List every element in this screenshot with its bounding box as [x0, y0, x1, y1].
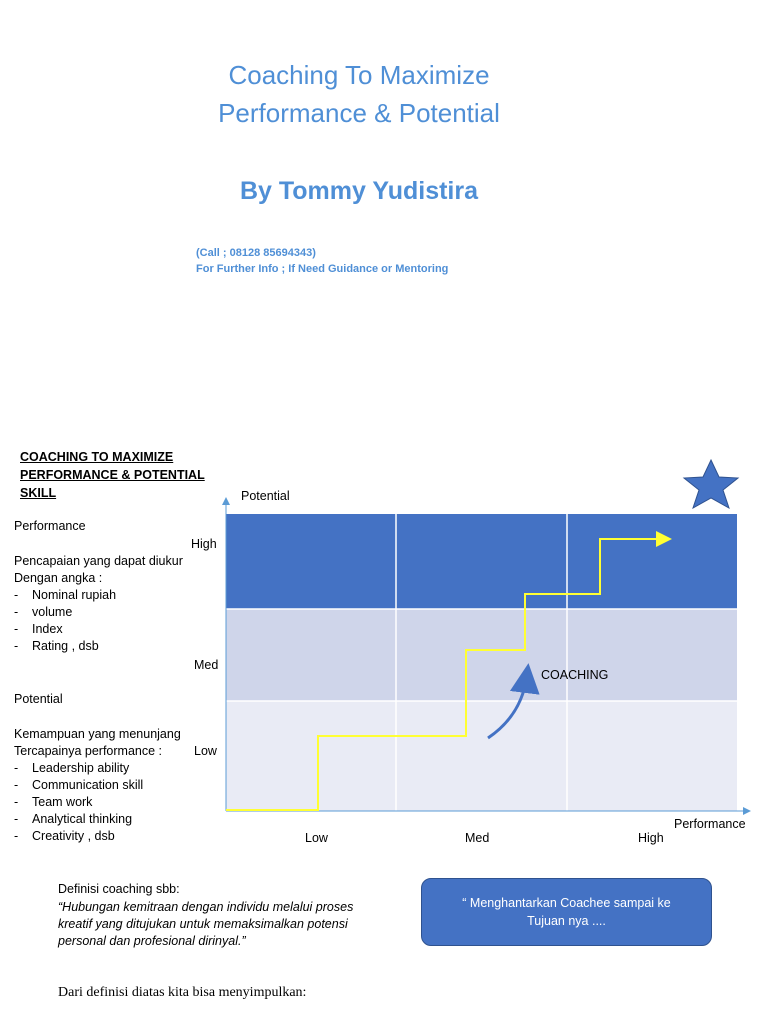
list-item: - Rating , dsb [14, 638, 214, 655]
potential-title: Potential [14, 692, 63, 706]
list-item: - Index [14, 621, 214, 638]
list-item: - Leadership ability [14, 760, 214, 777]
definition-title: Definisi coaching sbb: [58, 882, 180, 896]
y-axis-label: Potential [241, 489, 290, 503]
performance-title: Performance [14, 519, 86, 533]
x-tick-low: Low [305, 831, 328, 845]
y-tick-low: Low [194, 744, 217, 758]
y-tick-high: High [191, 537, 217, 551]
y-tick-med: Med [194, 658, 219, 672]
quote-callout: “ Menghantarkan Coachee sampai ke Tujuan nya .... [421, 878, 712, 946]
list-item: - Team work [14, 794, 214, 811]
potential-desc-2: Tercapainya performance : [14, 744, 162, 758]
title-line-2: Performance & Potential [218, 98, 500, 128]
contact-phone: (Call ; 08128 85694343) [196, 247, 316, 259]
band-low [226, 701, 737, 811]
performance-desc-2: Dengan angka : [14, 571, 103, 585]
list-item: - Creativity , dsb [14, 828, 214, 845]
x-axis-label: Performance [674, 817, 746, 831]
list-item: - Analytical thinking [14, 811, 214, 828]
conclusion-text: Dari definisi diatas kita bisa menyimpulkan: [58, 985, 307, 1000]
list-item: - volume [14, 604, 214, 621]
performance-desc-1: Pencapaian yang dapat diukur [14, 554, 183, 568]
coaching-label: COACHING [541, 668, 609, 682]
list-item: - Nominal rupiah [14, 587, 214, 604]
section-heading: COACHING TO MAXIMIZE PERFORMANCE & POTENTIAL SKILL [20, 450, 205, 500]
author: By Tommy Yudistira [239, 177, 479, 205]
potential-desc-1: Kemampuan yang menunjang [14, 727, 181, 741]
contact-note: For Further Info ; If Need Guidance or Mentoring [196, 263, 449, 275]
list-item: - Communication skill [14, 777, 214, 794]
definition-text: “Hubungan kemitraan dengan individu melalui proses kreatif yang ditujukan untuk memaksimalkan potensi personal dan profesional dirinyal.” [58, 900, 354, 948]
band-high [226, 514, 737, 609]
x-tick-med: Med [465, 831, 490, 845]
coaching-matrix-diagram [0, 440, 768, 860]
title-line-1: Coaching To Maximize [228, 60, 490, 90]
star-icon [684, 460, 738, 508]
band-med [226, 609, 737, 701]
x-tick-high: High [638, 831, 664, 845]
